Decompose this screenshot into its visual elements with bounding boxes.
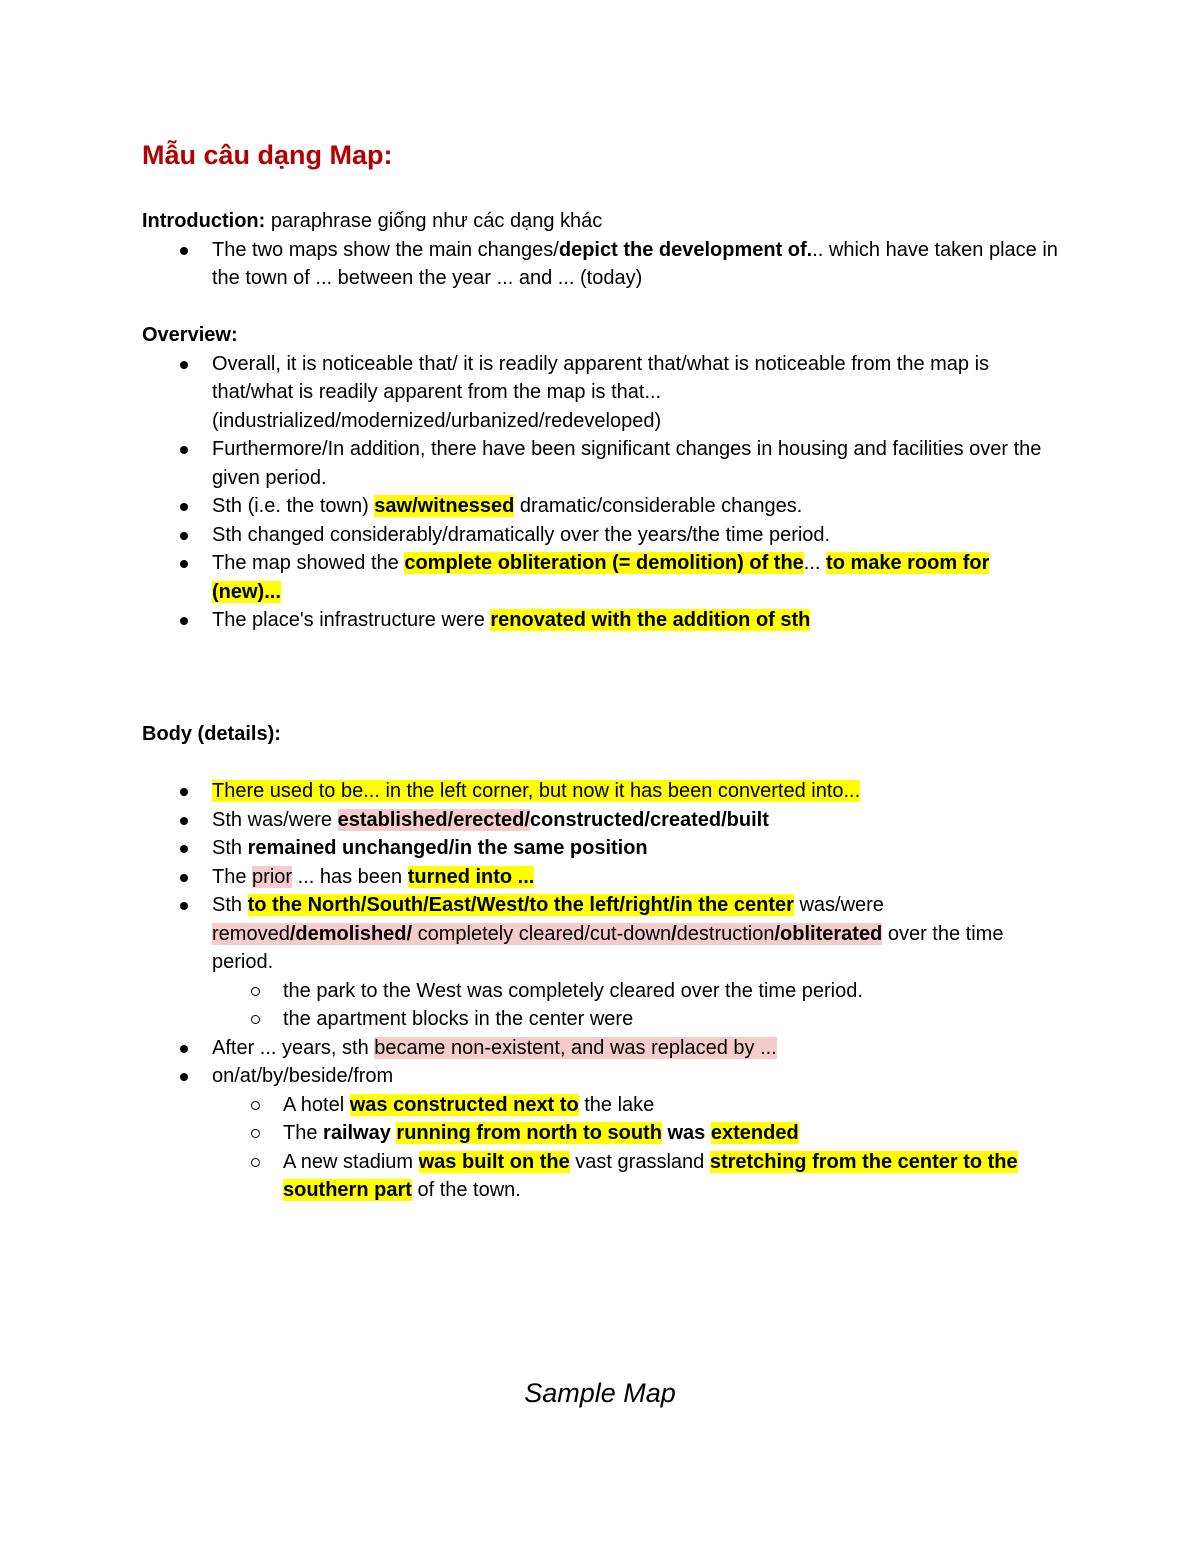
list-item: The place's infrastructure were renovated with the addition of sth bbox=[142, 606, 1042, 635]
sub-list-item: The railway running from north to south was extended bbox=[142, 1119, 1072, 1148]
list-item: The map showed the complete obliteration (= demolition) of the... to make room for (new)... bbox=[142, 549, 1062, 606]
sub-list-item: the apartment blocks in the center were bbox=[142, 1005, 1022, 1034]
list-item: Sth remained unchanged/in the same position bbox=[142, 834, 1072, 863]
list-item: After ... years, sth became non-existent, and was replaced by ... bbox=[142, 1034, 1072, 1063]
list-item: There used to be... in the left corner, but now it has been converted into... bbox=[142, 777, 1072, 806]
sub-list-item: A new stadium was built on the vast grassland stretching from the center to the southern part of the town. bbox=[142, 1148, 1063, 1205]
list-item: The prior ... has been turned into ... bbox=[142, 863, 1072, 892]
sample-map-title: Sample Map bbox=[524, 1378, 676, 1408]
introduction-label: Introduction: bbox=[142, 210, 266, 232]
list-item: Sth changed considerably/dramatically over the years/the time period. bbox=[142, 521, 1042, 550]
overview-label: Overview: bbox=[142, 324, 238, 346]
list-item: Furthermore/In addition, there have been significant changes in housing and facilities over the given period. bbox=[142, 435, 1042, 492]
sub-list-item: the park to the West was completely cleared over the time period. bbox=[142, 977, 1022, 1006]
sub-list-item: A hotel was constructed next to the lake bbox=[142, 1091, 1072, 1120]
body-section bbox=[142, 720, 1072, 1205]
list-item: on/at/by/beside/from A hotel was constructed next to the lake The railway running from north to south was extended A new stadium was built on the vast grassland stretching from the center to the southern part of the town. bbox=[142, 1062, 1072, 1205]
overview-section bbox=[142, 321, 1072, 635]
list-item: Sth to the North/South/East/West/to the left/right/in the center was/were removed/demolished/ completely cleared/cut-down/destruction/obliterated over the time period. the park to the West was completely cleared over the time period. the apartment blocks in the center were bbox=[142, 891, 1022, 1034]
list-item: Sth was/were established/erected/constructed/created/built bbox=[142, 806, 1072, 835]
list-item: The two maps show the main changes/depict the development of... which have taken place in the town of ... between the year ... and ... (today) bbox=[142, 236, 1072, 293]
introduction-section bbox=[142, 207, 1072, 293]
list-item: Overall, it is noticeable that/ it is readily apparent that/what is noticeable from the map is that/what is readily apparent from the map is that... (industrialized/modernized/urbanized/redeveloped) bbox=[142, 350, 1062, 436]
body-label: Body (details): bbox=[142, 723, 281, 745]
page-title: Mẫu câu dạng Map: bbox=[142, 140, 393, 170]
list-item: Sth (i.e. the town) saw/witnessed dramatic/considerable changes. bbox=[142, 492, 1042, 521]
introduction-text: paraphrase giống như các dạng khác bbox=[265, 210, 603, 232]
